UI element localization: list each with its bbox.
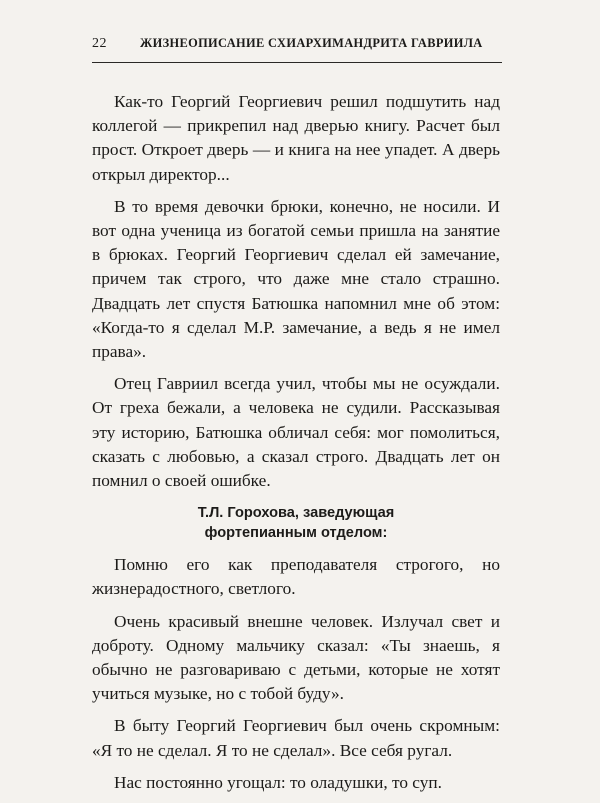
- subheading-line: Т.Л. Горохова, заведующая: [197, 505, 395, 522]
- paragraph: Отец Гавриил всегда учил, чтобы мы не осуждали. От греха бежали, а человека не судили. Рассказывая эту историю, Батюшка обличал себя: мог помолиться, сказать с любовью, а сказал строго. Двадцать лет он помнил о своей ошибке.: [92, 374, 500, 491]
- running-title: ЖИЗНЕОПИСАНИЕ СХИАРХИМАНДРИТА ГАВРИИЛА: [140, 36, 483, 50]
- body-text: [92, 90, 500, 795]
- header-rule: [92, 62, 502, 63]
- paragraph: В быту Георгий Георгиевич был очень скромным: «Я то не сделал. Я то не сделал». Все себя ругал.: [92, 716, 500, 760]
- paragraph: В то время девочки брюки, конечно, не носили. И вот одна ученица из богатой семьи пришла на занятие в брюках. Георгий Георгиевич сделал ей замечание, причем так строго, что даже мне стало страшно. Двадцать лет спустя Батюшка напомнил мне об этом: «Когда-то я сделал М.Р. замечание, а ведь я не имел права».: [92, 196, 500, 362]
- page-header: [92, 36, 500, 60]
- paragraph: Как-то Георгий Георгиевич решил подшутить над коллегой — прикрепил над дверью книгу. Расчет был прост. Откроет дверь — и книга на нее упадет. А дверь открыл директор...: [92, 92, 500, 184]
- paragraph: Помню его как преподавателя строгого, но жизнерадостного, светлого.: [92, 555, 500, 599]
- page-number: 22: [92, 36, 107, 51]
- section-subheading: [92, 503, 500, 543]
- paragraph: Очень красивый внешне человек. Излучал свет и доброту. Одному мальчику сказал: «Ты знаешь, я обычно не разговариваю с детьми, которые не хотят учиться музыке, но с тобой буду».: [92, 611, 500, 704]
- paragraph: Нас постоянно угощал: то оладушки, то суп.: [114, 772, 442, 792]
- book-page: [92, 36, 500, 803]
- subheading-line: фортепианным отделом:: [204, 525, 388, 542]
